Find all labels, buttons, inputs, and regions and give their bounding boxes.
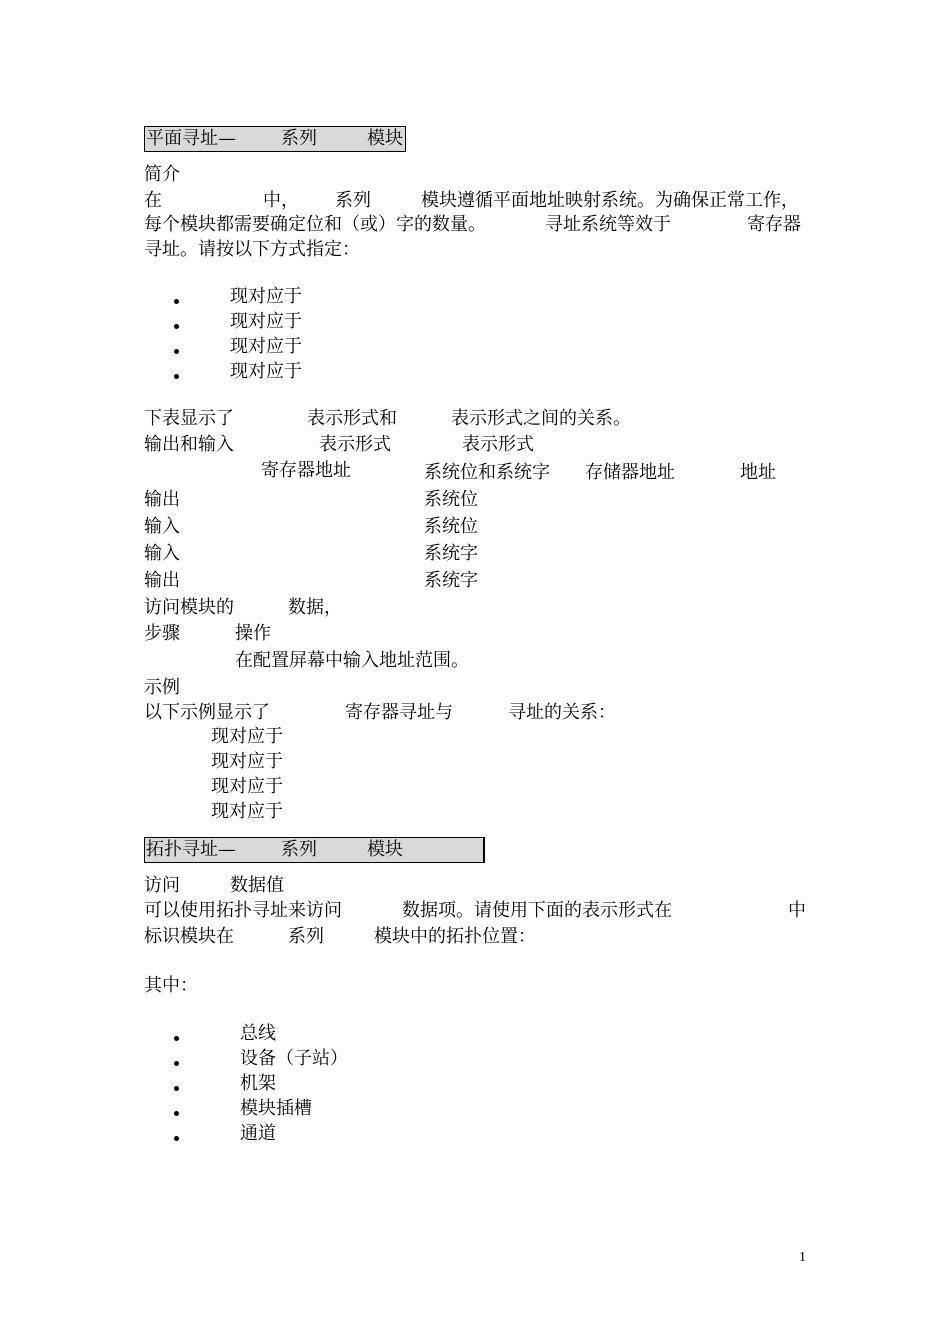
intro-text: 模块遵循平面地址映射系统。为确保正常工作， xyxy=(421,190,799,211)
example-item: 现对应于 xyxy=(211,801,283,822)
paragraph-text: 可以使用拓扑寻址来访问 xyxy=(144,900,342,921)
section-heading-topology-addressing xyxy=(144,837,485,863)
table-row-label: 输出 xyxy=(144,489,180,510)
paragraph-text: 系列 xyxy=(288,926,324,947)
intro-text: 寄存器 xyxy=(747,214,801,235)
example-intro: 以下示例显示了 xyxy=(144,702,270,723)
table-header-cell: 表示形式 xyxy=(319,434,391,455)
list-item: 现对应于 xyxy=(230,286,302,307)
table-intro: 下表显示了 xyxy=(144,408,234,429)
paragraph-text: 模块中的拓扑位置： xyxy=(374,926,536,947)
list-item: 模块插槽 xyxy=(240,1098,312,1119)
table-row-label: 输入 xyxy=(144,543,180,564)
example-item: 现对应于 xyxy=(211,751,283,772)
heading-part: 系列 xyxy=(281,128,317,149)
heading-part: 模块 xyxy=(367,839,403,860)
example-intro: 寻址的关系： xyxy=(508,702,616,723)
access-title: 访问 xyxy=(144,875,180,896)
intro-text: 寻址系统等效于 xyxy=(545,214,671,235)
table-row-label: 输出 xyxy=(144,570,180,591)
bullet-dot xyxy=(174,299,179,304)
example-item: 现对应于 xyxy=(211,726,283,747)
intro-text: 系列 xyxy=(335,190,371,211)
access-title: 数据值 xyxy=(230,875,284,896)
bullet-dot xyxy=(174,1111,179,1116)
table-header-cell: 表示形式 xyxy=(462,434,534,455)
bullet-dot xyxy=(174,1061,179,1066)
step-text: 在配置屏幕中输入地址范围。 xyxy=(235,650,469,671)
table-intro: 表示形式和 xyxy=(307,408,397,429)
list-item: 设备（子站） xyxy=(240,1048,348,1069)
table-row-label: 输入 xyxy=(144,516,180,537)
bullet-dot xyxy=(174,1086,179,1091)
access-text: 数据， xyxy=(288,597,342,618)
intro-text: 每个模块都需要确定位和（或）字的数量。 xyxy=(144,214,486,235)
page-number: 1 xyxy=(799,1250,806,1265)
where-label: 其中： xyxy=(144,975,198,996)
table-intro: 表示形式之间的关系。 xyxy=(451,408,631,429)
table-row-value: 系统位 xyxy=(424,489,478,510)
list-item: 总线 xyxy=(240,1023,276,1044)
list-item: 现对应于 xyxy=(230,336,302,357)
heading-part: 拓扑寻址— xyxy=(146,839,236,860)
bullet-dot xyxy=(174,374,179,379)
intro-title: 简介 xyxy=(144,164,180,185)
example-title: 示例 xyxy=(144,677,180,698)
table-header-cell: 寄存器地址 xyxy=(261,460,351,481)
section-heading-flat-addressing xyxy=(144,126,406,152)
table-header-cell: 输出和输入 xyxy=(144,434,234,455)
paragraph-text: 中 xyxy=(788,900,806,921)
list-item: 现对应于 xyxy=(230,311,302,332)
bullet-dot xyxy=(174,1136,179,1141)
table-row-value: 系统字 xyxy=(424,570,478,591)
intro-text: 中， xyxy=(263,190,299,211)
table-header-cell: 系统位和系统字 xyxy=(424,462,550,483)
example-intro: 寄存器寻址与 xyxy=(345,702,453,723)
bullet-dot xyxy=(174,349,179,354)
heading-part: 平面寻址— xyxy=(146,128,236,149)
heading-part: 系列 xyxy=(281,839,317,860)
steps-header: 步骤 xyxy=(144,623,180,644)
table-row-value: 系统位 xyxy=(424,516,478,537)
heading-part: 模块 xyxy=(367,128,403,149)
paragraph-text: 标识模块在 xyxy=(144,926,234,947)
access-text: 访问模块的 xyxy=(144,597,234,618)
bullet-dot xyxy=(174,1036,179,1041)
paragraph-text: 数据项。请使用下面的表示形式在 xyxy=(402,900,672,921)
table-row-value: 系统字 xyxy=(424,543,478,564)
example-item: 现对应于 xyxy=(211,776,283,797)
table-header-cell: 地址 xyxy=(740,462,776,483)
steps-header: 操作 xyxy=(235,623,271,644)
table-header-cell: 存储器地址 xyxy=(585,462,675,483)
intro-text: 在 xyxy=(144,190,162,211)
list-item: 通道 xyxy=(240,1123,276,1144)
list-item: 机架 xyxy=(240,1073,276,1094)
list-item: 现对应于 xyxy=(230,361,302,382)
intro-text: 寻址。请按以下方式指定： xyxy=(144,239,360,260)
bullet-dot xyxy=(174,324,179,329)
